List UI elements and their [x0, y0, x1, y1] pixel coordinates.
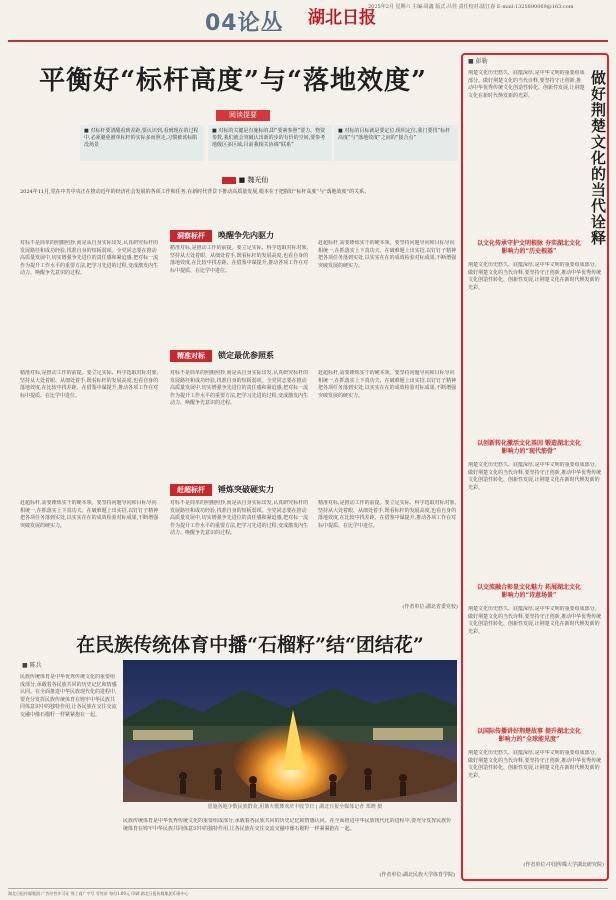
date-line: 2025年2月 星期六 主编:周鑫 版式:吕佳 责任校对:陆江春 E-mail:1325890069@163.com — [368, 4, 574, 10]
body-paragraph: 对标不是简单的照搬照抄,而是从自身实际出发,认真研究标杆的发展路径和成功经验,找准自身的短板弱项。全党同志要在推动高质量发展中,切实增强争先进位的责任感和紧迫感,把对标一流作为提升工作水平的重要方法,把学习先进的过程,变成激发内生动力、唤醒争先意识的过程。 — [20, 240, 159, 276]
essay-paragraph: 荆楚文化历史悠久、底蕴深厚,是中华文明的重要组成部分。做好荆楚文化的当代诠释,要坚持守正创新,推动中华优秀传统文化创造性转化、创新性发展,让荆楚文化在新时代焕发新的光彩。 — [468, 606, 602, 635]
body-paragraph: 精准对标,是推动工作的前提。要立足实际、科学选取对标对象,坚持从大处着眼、从细处着手,既看标杆的发展高度,也看自身的落地效度,在比较中找差距、在借鉴中谋提升,推动各项工作在对标中提质、在比学中进位。 — [318, 500, 457, 529]
section-heading-1 — [170, 228, 310, 242]
section-tag: 赶超标杆 — [170, 484, 212, 496]
body-paragraph: 对标不是简单的照搬照抄,而是从自身实际出发,认真研究标杆的发展路径和成功经验,找准自身的短板弱项。全党同志要在推动高质量发展中,切实增强争先进位的责任感和紧迫感,把对标一流作为提升工作水平的重要方法,把学习先进的过程,变成激发内生动力、唤醒争先意识的过程。 — [170, 500, 309, 536]
body-paragraph: 精准对标,是推动工作的前提。要立足实际、科学选取对标对象,坚持从大处着眼、从细处着手,既看标杆的发展高度,也看自身的落地效度,在比较中找差距、在借鉴中谋提升,推动各项工作在对标中提质、在比学中进位。 — [170, 245, 309, 274]
section-heading-3 — [170, 482, 310, 496]
body-paragraph: 赶超标杆,需要锤炼实干的硬本领。要坚持问题导向和目标导向相统一,在抓落实上下真功夫、在破难题上出实招,以钉钉子精神把各项任务落到实处,以实实在在的成效检验对标成果,不断增强突破发展的硬实力。 — [20, 500, 159, 529]
section-title: 锤炼突破硬实力 — [218, 484, 274, 494]
essay-subheading: 以交流融合彰显文化魅力 拓展湖北文化影响力的“诗意场景” — [476, 584, 582, 599]
tip-box: ■ 对标的关键是有施标的,即“要素参照”要力、物资参数,我们就会突破认出新的步的有价的空间,要参考地级区多区域,目前我相关协调“联系” — [208, 125, 332, 161]
section-title: 锁定最优参照系 — [218, 350, 274, 360]
essay-headline: 做好荆楚文化的当代诠释 — [589, 70, 607, 246]
essay-subheading: 以国际传播讲好荆楚故事 提升湖北文化影响力的“全球能见度” — [476, 728, 582, 743]
body-paragraph: 赶超标杆,需要锤炼实干的硬本领。要坚持问题导向和目标导向相统一,在抓落实上下真功夫、在破难题上出实招,以钉钉子精神把各项任务落到实处,以实实在在的成效检验对标成果,不断增强突破发展的硬实力。 — [318, 240, 457, 269]
section-tag: 精准对标 — [170, 350, 212, 362]
tip-box: ■ 对标杆要清醒看到差距,要认识到,看到现在的过程中,必须避免被单标杆的实际多而照走,习惯被该标陷没场景 — [80, 125, 204, 161]
photo-illustration — [123, 660, 457, 802]
intro-paragraph: 2024年11月,党在中共中央正在推动近年的经济社会发展的各项工作和任务,在新时代背景下推动高质量发展,根本在于把握好“标杆高度”与“落地效度”的关系。 — [20, 189, 370, 195]
section-heading-2 — [170, 348, 310, 362]
essay-paragraph: 荆楚文化历史悠久、底蕴深厚,是中华文明的重要组成部分。做好荆楚文化的当代诠释,要坚持守正创新,推动中华优秀传统文化创造性转化、创新性发展,让荆楚文化在新时代焕发新的光彩。 — [468, 262, 602, 291]
section-tag: 洞察标杆 — [170, 230, 212, 242]
essay-byline: ■ 彭勒 — [468, 58, 488, 65]
essay-subheading: 以文化传承守护文明根脉 夯实湖北文化影响力的“历史根基” — [476, 240, 582, 255]
main-byline: ■ 魏光仙 — [205, 175, 285, 185]
body-paragraph: 对标不是简单的照搬照抄,而是从自身实际出发,认真研究标杆的发展路径和成功经验,找准自身的短板弱项。全党同志要在推动高质量发展中,切实增强争先进位的责任感和紧迫感,把对标一流作为提升工作水平的重要方法,把学习先进的过程,变成激发内生动力、唤醒争先意识的过程。 — [170, 370, 309, 406]
essay-author-note: (作者单位:中国传媒大学湖北研究院) — [523, 862, 604, 868]
second-body-paragraph: 民族传统体育是中华优秀传统文化的重要组成部分,承载着各民族共同的历史记忆和情感认同。在全面推进中华民族现代化的进程中,要充分发挥民族传统体育在铸牢中华民族共同体意识中的独特作用,让各民族在交往交流交融中像石榴籽一样紧紧抱在一起。 — [123, 818, 452, 832]
newspaper-masthead: 湖北日报 — [308, 8, 376, 28]
body-paragraph: 精准对标,是推动工作的前提。要立足实际、科学选取对标对象,坚持从大处着眼、从细处着手,既看标杆的发展高度,也看自身的落地效度,在比较中找差距、在借鉴中谋提升,推动各项工作在对标中提质、在比学中进位。 — [20, 370, 159, 399]
essay-paragraph: 荆楚文化历史悠久、底蕴深厚,是中华文明的重要组成部分。做好荆楚文化的当代诠释,要坚持守正创新,推动中华优秀传统文化创造性转化、创新性发展,让荆楚文化在新时代焕发新的光彩。 — [468, 462, 602, 491]
main-headline: 平衡好“标杆高度”与“落地效度” — [39, 66, 427, 96]
second-body-paragraph: 民族传统体育是中华优秀传统文化的重要组成部分,承载着各民族共同的历史记忆和情感认同。在全面推进中华民族现代化的进程中,要充分发挥民族传统体育在铸牢中华民族共同体意识中的独特作用,让各民族在交往交流交融中像石榴籽一样紧紧抱在一起。 — [20, 674, 117, 718]
tip-box: ■ 对标的目标就是要定位,组织定位,我门要找“标杆高度”与“落地效度”之间的“接合点” — [334, 125, 458, 161]
second-author-note: (作者单位:湖北民族大学体育学院) — [379, 872, 455, 878]
section-number: 04论丛 — [205, 11, 284, 36]
header-divider — [8, 40, 608, 42]
page-header — [0, 0, 616, 40]
essay-subheading: 以创新转化激活文化基因 锻造湖北文化影响力的“现代筋骨” — [476, 440, 582, 455]
page-footer: 湖北日报传媒集团 广告经营许可证 鄂工商广字号 零售价 每份1.00元 印刷:湖北日报传媒集团印务中心 — [8, 888, 608, 898]
essay-paragraph: 荆楚文化历史悠久、底蕴深厚,是中华文明的重要组成部分。做好荆楚文化的当代诠释,要坚持守正创新,推动中华优秀传统文化创造性转化、创新性发展,让荆楚文化在新时代焕发新的光彩。 — [468, 70, 585, 99]
essay-paragraph: 荆楚文化历史悠久、底蕴深厚,是中华文明的重要组成部分。做好荆楚文化的当代诠释,要坚持守正创新,推动中华优秀传统文化创造性转化、创新性发展,让荆楚文化在新时代焕发新的光彩。 — [468, 750, 602, 779]
second-byline: ■ 陈兵 — [22, 662, 42, 669]
bonfire-photo — [123, 660, 457, 802]
author-note: (作者单位:湖北省委党校) — [402, 604, 458, 610]
section-title: 唤醒争先内驱力 — [218, 230, 274, 240]
read-tip-badge: 阅读提要 — [216, 110, 270, 121]
second-headline: 在民族传统体育中播“石榴籽”结“团结花” — [76, 634, 424, 656]
body-paragraph: 赶超标杆,需要锤炼实干的硬本领。要坚持问题导向和目标导向相统一,在抓落实上下真功夫、在破难题上出实招,以钉钉子精神把各项任务落到实处,以实实在在的成效检验对标成果,不断增强突破发展的硬实力。 — [318, 370, 457, 399]
photo-caption: 恩施各地少数民族群众,用篝火歌舞欢庆丰收节日 | 湖北日报全媒体记者 郑晓 摄 — [207, 804, 383, 810]
